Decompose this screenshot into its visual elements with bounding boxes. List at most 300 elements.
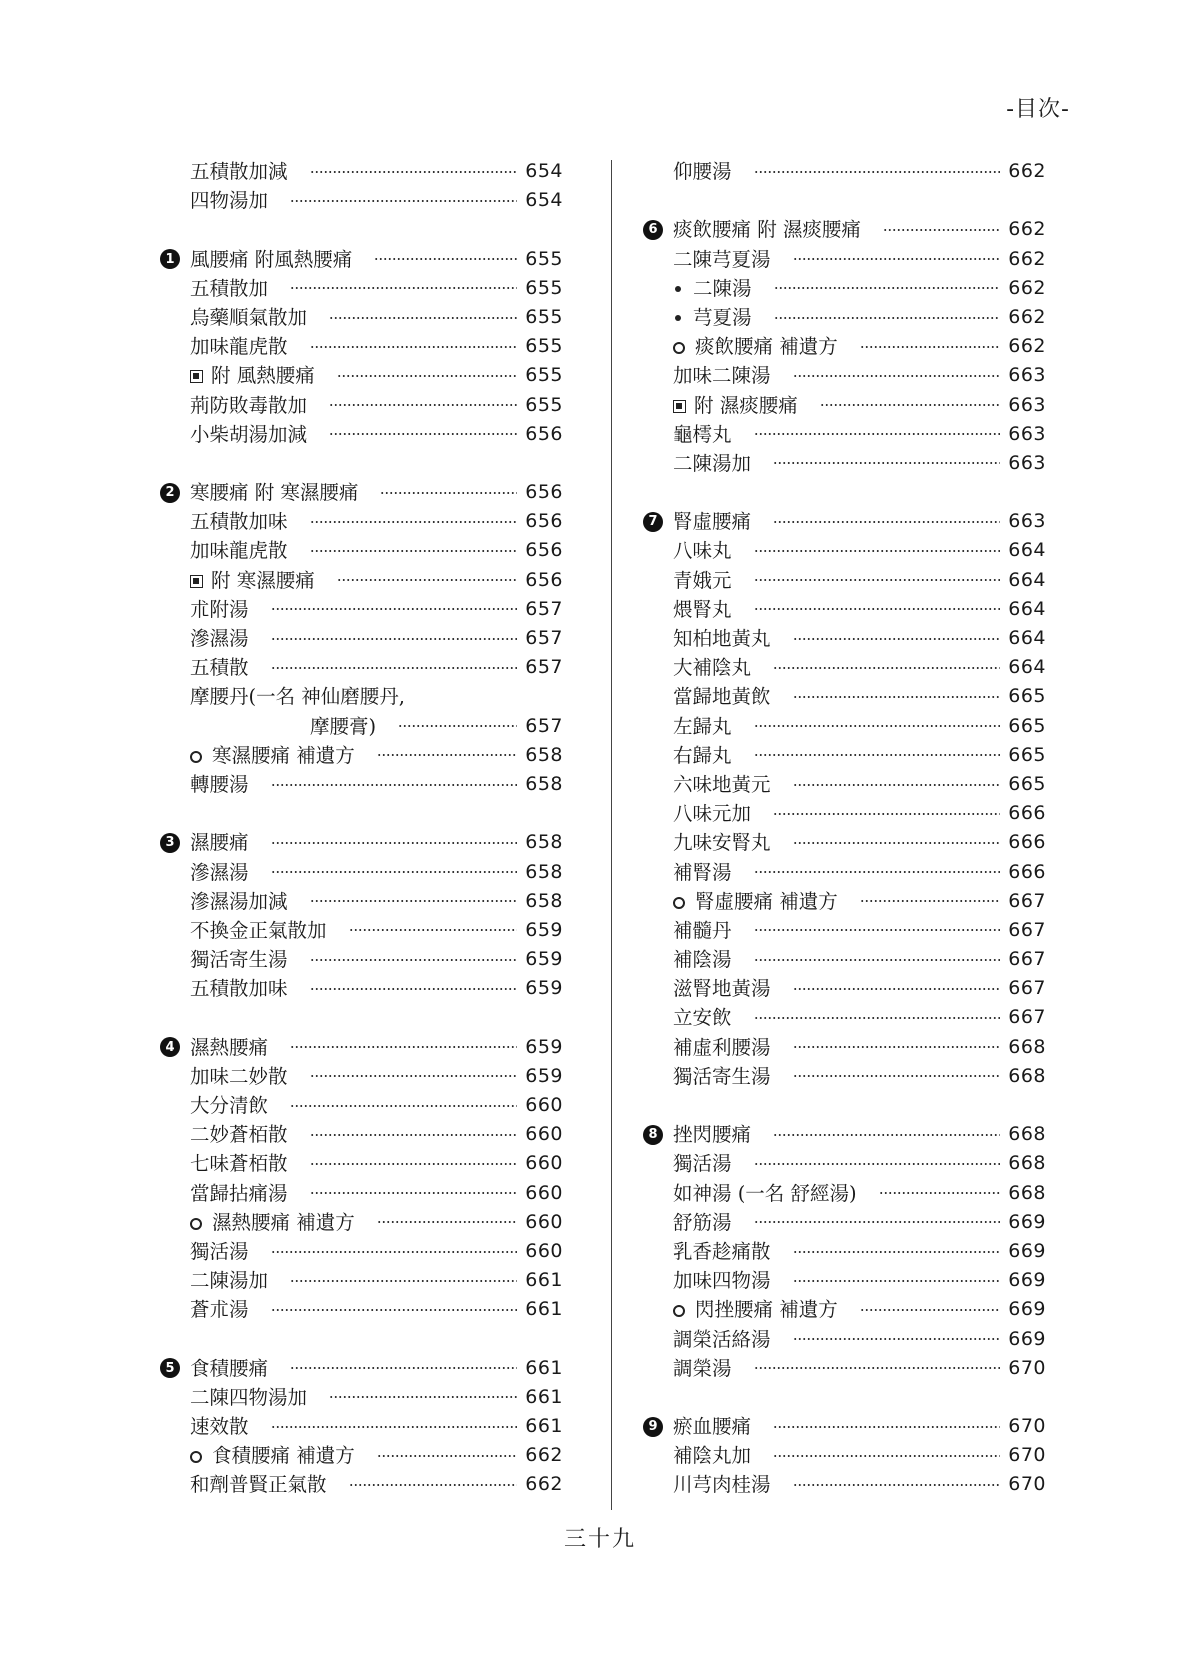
toc-entry-label <box>190 1295 249 1324</box>
toc-entry[interactable] <box>160 887 563 916</box>
dot-leader <box>754 725 1001 727</box>
toc-page-number: 659 <box>525 1035 563 1058</box>
toc-entry[interactable] <box>160 1470 563 1499</box>
toc-entry[interactable] <box>160 1295 563 1324</box>
toc-entry-text: 補虛利腰湯 <box>673 1035 771 1059</box>
dot-leader <box>773 462 1000 464</box>
dot-leader <box>793 1338 1001 1340</box>
toc-entry-text: 滲濕湯加減 <box>190 889 288 913</box>
toc-page-number: 657 <box>525 656 563 679</box>
toc-entry[interactable] <box>643 653 1046 682</box>
toc-page-number: 670 <box>1008 1473 1046 1496</box>
toc-entry[interactable] <box>643 566 1046 595</box>
toc-page-number: 660 <box>525 1210 563 1233</box>
toc-page-number: 662 <box>525 1444 563 1467</box>
dot-leader <box>773 667 1000 669</box>
toc-entry-label <box>673 1208 732 1237</box>
toc-entry[interactable] <box>160 391 563 420</box>
dot-leader <box>377 754 518 756</box>
toc-entry-text: 加味二妙散 <box>190 1064 288 1088</box>
toc-entry-label <box>673 624 771 653</box>
toc-entry[interactable] <box>160 1237 563 1266</box>
toc-entry-label <box>673 1062 771 1091</box>
toc-entry-label <box>673 215 861 244</box>
toc-entry-label <box>190 1237 249 1266</box>
dot-leader <box>310 346 518 348</box>
toc-entry-label <box>190 974 288 1003</box>
toc-page-number: 669 <box>1008 1327 1046 1350</box>
toc-entry[interactable] <box>160 536 563 565</box>
toc-entry-label <box>673 682 771 711</box>
toc-entry-text: 二陳湯 <box>693 276 752 300</box>
toc-entry-label <box>673 1295 838 1324</box>
toc-entry-text: 八味元加 <box>673 802 752 826</box>
toc-entry-text: 五積散加味 <box>190 977 288 1001</box>
toc-page-number: 667 <box>1008 1006 1046 1029</box>
square-bullet-icon <box>190 575 203 588</box>
dot-leader <box>793 784 1001 786</box>
toc-entry-label <box>673 1120 751 1149</box>
toc-entry-text: 左歸丸 <box>673 714 732 738</box>
toc-entry-label <box>190 186 268 215</box>
dot-leader <box>380 492 517 494</box>
toc-entry-label <box>673 566 732 595</box>
toc-page-number: 665 <box>1008 743 1046 766</box>
toc-entry[interactable] <box>160 157 563 186</box>
toc-entry[interactable] <box>160 916 563 945</box>
toc-page-number: 655 <box>525 335 563 358</box>
toc-entry-label <box>673 303 752 332</box>
toc-section-heading[interactable] <box>160 828 563 857</box>
toc-entry[interactable] <box>160 1266 563 1295</box>
toc-entry-text: 補陰丸加 <box>673 1444 752 1468</box>
toc-entry-text: 寒濕腰痛 補遺方 <box>212 743 355 767</box>
dot-leader <box>329 1396 517 1398</box>
toc-section-heading[interactable] <box>643 1412 1046 1441</box>
dot-leader <box>337 579 518 581</box>
toc-entry[interactable] <box>160 595 563 624</box>
toc-entry[interactable] <box>643 449 1046 478</box>
dot-leader <box>754 754 1001 756</box>
toc-page-number: 659 <box>525 948 563 971</box>
toc-entry-label <box>673 449 751 478</box>
toc-entry-label <box>190 1179 288 1208</box>
dot-leader <box>271 608 518 610</box>
dot-leader <box>754 929 1001 931</box>
toc-entry-label <box>190 332 288 361</box>
dot-leader <box>337 375 518 377</box>
toc-page-number: 667 <box>1008 977 1046 1000</box>
toc-right-column <box>643 157 1046 1500</box>
toc-page-number: 670 <box>1008 1356 1046 1379</box>
toc-entry[interactable] <box>160 1062 563 1091</box>
toc-page-number: 669 <box>1008 1210 1046 1233</box>
toc-entry-text: 腎虛腰痛 補遺方 <box>695 889 838 913</box>
toc-entry[interactable] <box>643 799 1046 828</box>
toc-entry[interactable] <box>643 1295 1046 1324</box>
toc-entry[interactable] <box>160 420 563 449</box>
section-number-badge: 1 <box>160 249 180 269</box>
toc-page-number: 661 <box>525 1415 563 1438</box>
toc-entry-text: 二陳湯加 <box>190 1269 269 1293</box>
toc-entry-text: 獨活湯 <box>673 1152 732 1176</box>
toc-entry-text: 加味龍虎散 <box>190 539 288 563</box>
toc-entry-text: 大分清飲 <box>190 1094 269 1117</box>
toc-page-number: 664 <box>1008 539 1046 562</box>
toc-entry[interactable] <box>643 682 1046 711</box>
toc-page-number: 661 <box>525 1356 563 1379</box>
toc-entry-label <box>190 770 249 799</box>
toc-entry-text: 烏藥順氣散加 <box>190 305 308 329</box>
toc-entry[interactable] <box>643 1208 1046 1237</box>
toc-page-number: 658 <box>525 860 563 883</box>
toc-entry-text: 閃挫腰痛 補遺方 <box>695 1298 838 1322</box>
toc-entry-text: 摩腰丹(一名 神仙磨腰丹, <box>190 685 406 709</box>
toc-entry-text: 加味二陳湯 <box>673 364 771 388</box>
circle-bullet-icon <box>190 751 202 763</box>
toc-page-number: 668 <box>1008 1035 1046 1058</box>
toc-entry[interactable] <box>160 858 563 887</box>
toc-entry-text: 濕腰痛 <box>190 831 249 855</box>
toc-entry[interactable] <box>160 1091 563 1120</box>
toc-entry-label <box>673 1325 771 1354</box>
toc-entry-label <box>673 770 771 799</box>
toc-entry-text: 二妙蒼栢散 <box>190 1123 288 1147</box>
dot-leader <box>793 696 1001 698</box>
toc-entry[interactable] <box>160 770 563 799</box>
toc-entry-label <box>190 1470 327 1499</box>
toc-entry-label <box>673 916 732 945</box>
toc-entry[interactable] <box>160 682 563 711</box>
dot-leader <box>793 1484 1001 1486</box>
toc-page-number: 667 <box>1008 948 1046 971</box>
dot-leader <box>793 375 1001 377</box>
toc-entry-label <box>673 974 771 1003</box>
toc-entry-label <box>190 945 288 974</box>
toc-entry[interactable] <box>643 1325 1046 1354</box>
toc-entry[interactable] <box>643 361 1046 390</box>
toc-entry-text: 食積腰痛 <box>190 1356 269 1380</box>
dot-leader <box>271 784 518 786</box>
toc-page-number: 670 <box>1008 1444 1046 1467</box>
toc-entry[interactable] <box>643 741 1046 770</box>
dot-leader <box>310 1192 518 1194</box>
toc-entry-label <box>190 741 355 770</box>
dot-leader <box>329 317 517 319</box>
dot-leader <box>310 1163 518 1165</box>
toc-entry-text: 如神湯 (一名 舒經湯) <box>673 1181 857 1205</box>
toc-entry[interactable] <box>160 1120 563 1149</box>
toc-entry[interactable] <box>160 1208 563 1237</box>
toc-entry-label <box>190 1149 288 1178</box>
toc-page-number: 656 <box>525 568 563 591</box>
dot-leader <box>883 229 1000 231</box>
toc-entry[interactable] <box>643 1354 1046 1383</box>
toc-entry-text: 五積散加 <box>190 276 269 300</box>
dot-leader <box>310 521 518 523</box>
toc-section-heading[interactable] <box>160 1033 563 1062</box>
toc-page-number: 660 <box>525 1152 563 1175</box>
toc-entry-label <box>190 1354 268 1383</box>
toc-entry-label <box>673 536 732 565</box>
section-number-badge: 4 <box>160 1037 180 1057</box>
toc-page-number: 662 <box>1008 335 1046 358</box>
toc-entry[interactable] <box>643 245 1046 274</box>
toc-entry[interactable] <box>160 1149 563 1178</box>
toc-page-number: 664 <box>1008 627 1046 649</box>
toc-page-number: 656 <box>525 422 563 445</box>
toc-entry[interactable] <box>160 1412 563 1441</box>
toc-entry-text: 右歸丸 <box>673 743 732 767</box>
dot-leader <box>773 1426 1000 1428</box>
toc-page-number: 655 <box>525 276 563 299</box>
toc-entry[interactable] <box>643 303 1046 332</box>
toc-entry-label <box>673 1412 751 1441</box>
toc-entry-label <box>190 420 307 449</box>
dot-leader <box>271 1309 518 1311</box>
toc-entry-label <box>190 1412 249 1441</box>
toc-entry-text: 痰飲腰痛 附 濕痰腰痛 <box>673 218 861 242</box>
toc-entry[interactable] <box>643 1003 1046 1032</box>
dot-leader <box>773 1455 1000 1457</box>
toc-entry-label <box>673 1149 732 1178</box>
toc-entry-text: 寒腰痛 附 寒濕腰痛 <box>190 481 359 505</box>
toc-entry[interactable] <box>643 828 1046 857</box>
toc-entry[interactable] <box>643 770 1046 799</box>
dot-leader <box>271 842 518 844</box>
toc-page-number: 662 <box>1008 160 1046 182</box>
toc-entry[interactable] <box>643 420 1046 449</box>
toc-entry[interactable] <box>643 974 1046 1003</box>
toc-entry[interactable] <box>160 507 563 536</box>
toc-entry-label <box>190 887 288 916</box>
toc-page-number: 657 <box>525 597 563 620</box>
toc-entry[interactable] <box>160 1383 563 1412</box>
toc-entry-label <box>673 420 732 449</box>
toc-entry-text: 青娥元 <box>673 568 732 592</box>
toc-entry-text: 補髓丹 <box>673 918 732 942</box>
circle-bullet-icon <box>190 1451 202 1463</box>
toc-entry-text: 加味四物湯 <box>673 1269 771 1293</box>
toc-entry-text: 附 寒濕腰痛 <box>211 568 315 592</box>
toc-entry-text: 附 濕痰腰痛 <box>694 393 798 417</box>
toc-entry-text: 調榮活絡湯 <box>673 1327 771 1351</box>
toc-entry-text: 獨活湯 <box>190 1239 249 1263</box>
toc-page-number: 664 <box>1008 597 1046 620</box>
dot-leader <box>754 1367 1001 1369</box>
toc-entry-label <box>190 916 327 945</box>
toc-entry[interactable] <box>160 274 563 303</box>
dot-leader <box>754 1017 1001 1019</box>
toc-entry-label <box>190 1062 288 1091</box>
toc-section-heading[interactable] <box>643 507 1046 536</box>
toc-entry-label <box>673 595 732 624</box>
toc-entry-label <box>190 566 315 595</box>
dot-leader <box>310 171 518 173</box>
toc-entry[interactable] <box>643 332 1046 361</box>
toc-entry[interactable] <box>643 858 1046 887</box>
toc-entry[interactable] <box>160 1179 563 1208</box>
toc-entry[interactable] <box>643 1149 1046 1178</box>
toc-entry-label <box>673 741 732 770</box>
toc-entry-text: 當歸拈痛湯 <box>190 1181 288 1205</box>
toc-entry[interactable] <box>160 712 563 741</box>
dot-leader <box>793 988 1001 990</box>
dot-leader <box>754 579 1001 581</box>
toc-entry[interactable] <box>643 157 1046 186</box>
toc-entry[interactable] <box>643 1470 1046 1499</box>
dot-leader <box>310 1075 518 1077</box>
dot-leader <box>271 1426 518 1428</box>
toc-page-number: 655 <box>525 393 563 416</box>
toc-entry-label <box>673 1179 857 1208</box>
toc-entry[interactable] <box>643 712 1046 741</box>
toc-entry[interactable] <box>643 624 1046 653</box>
toc-entry[interactable] <box>643 1441 1046 1470</box>
toc-entry[interactable] <box>160 566 563 595</box>
toc-section-heading[interactable] <box>160 478 563 507</box>
dot-leader <box>271 638 518 640</box>
toc-entry[interactable] <box>643 536 1046 565</box>
toc-entry[interactable] <box>160 361 563 390</box>
dot-bullet-icon <box>675 286 681 292</box>
toc-entry-label <box>673 1441 751 1470</box>
dot-leader <box>754 608 1001 610</box>
dot-leader <box>773 521 1000 523</box>
toc-entry[interactable] <box>160 653 563 682</box>
toc-entry-label <box>190 536 288 565</box>
page-number: 三十九 <box>563 1527 636 1552</box>
dot-leader <box>860 900 1001 902</box>
toc-entry-label <box>673 245 771 274</box>
toc-entry-text: 當歸地黃飲 <box>673 685 771 709</box>
toc-entry[interactable] <box>643 1237 1046 1266</box>
toc-entry-text: 濕熱腰痛 補遺方 <box>212 1210 355 1234</box>
dot-leader <box>271 1251 518 1253</box>
dot-leader <box>310 988 518 990</box>
toc-entry[interactable] <box>160 741 563 770</box>
dot-leader <box>329 433 517 435</box>
toc-entry-label <box>673 653 751 682</box>
toc-entry[interactable] <box>160 624 563 653</box>
toc-entry-label <box>673 274 752 303</box>
toc-entry[interactable] <box>643 1062 1046 1091</box>
toc-entry-label <box>190 828 249 857</box>
toc-entry-label <box>190 1383 307 1412</box>
toc-entry-text: 獨活寄生湯 <box>190 948 288 972</box>
toc-entry-label <box>673 945 732 974</box>
toc-entry-label <box>673 1003 732 1032</box>
toc-section-heading[interactable] <box>160 1354 563 1383</box>
toc-left-column <box>160 157 563 1500</box>
toc-entry-text: 川芎肉桂湯 <box>673 1473 771 1497</box>
toc-entry-text: 二陳芎夏湯 <box>673 247 771 271</box>
toc-entry-label <box>673 712 732 741</box>
toc-entry[interactable] <box>643 1266 1046 1295</box>
toc-entry-text: 和劑普賢正氣散 <box>190 1473 327 1497</box>
toc-entry[interactable] <box>643 1179 1046 1208</box>
dot-leader <box>860 1309 1001 1311</box>
dot-leader <box>754 171 1001 173</box>
toc-page-number: 662 <box>1008 305 1046 328</box>
dot-leader <box>398 725 517 727</box>
dot-leader <box>271 871 518 873</box>
toc-entry[interactable] <box>643 945 1046 974</box>
dot-leader <box>754 871 1001 873</box>
toc-entry-label <box>190 1033 268 1062</box>
toc-entry[interactable] <box>643 391 1046 420</box>
toc-page-number: 660 <box>525 1094 563 1116</box>
toc-entry-text: 七味蒼栢散 <box>190 1152 288 1176</box>
toc-page-number: 664 <box>1008 656 1046 679</box>
toc-entry[interactable] <box>160 1441 563 1470</box>
toc-page-number: 655 <box>525 364 563 387</box>
toc-page-number: 658 <box>525 831 563 854</box>
toc-entry-text: 二陳湯加 <box>673 451 752 475</box>
toc-page-number: 660 <box>525 1239 563 1262</box>
toc-entry-label <box>190 507 288 536</box>
toc-entry-text: 滲濕湯 <box>190 860 249 884</box>
toc-entry-label <box>190 595 249 624</box>
toc-entry[interactable] <box>160 303 563 332</box>
toc-page-number: 666 <box>1008 860 1046 883</box>
dot-leader <box>310 550 518 552</box>
toc-page-number: 668 <box>1008 1123 1046 1146</box>
toc-entry-text: 乳香趁痛散 <box>673 1239 771 1263</box>
toc-entry-text: 附 風熱腰痛 <box>211 364 315 388</box>
toc-page-number: 660 <box>525 1181 563 1204</box>
dot-leader <box>793 1251 1001 1253</box>
dot-leader <box>349 1484 518 1486</box>
toc-entry-label <box>190 624 249 653</box>
toc-page-number: 661 <box>525 1269 563 1292</box>
toc-entry[interactable] <box>160 186 563 215</box>
toc-entry-label <box>190 391 307 420</box>
toc-entry-text: 九味安腎丸 <box>673 831 771 855</box>
toc-section-heading[interactable] <box>643 1120 1046 1149</box>
toc-page-number: 667 <box>1008 889 1046 912</box>
toc-entry[interactable] <box>643 916 1046 945</box>
toc-page-number: 665 <box>1008 685 1046 708</box>
toc-entry-text: 痰飲腰痛 補遺方 <box>695 335 838 359</box>
toc-entry[interactable] <box>160 332 563 361</box>
toc-entry[interactable] <box>643 595 1046 624</box>
toc-section-heading[interactable] <box>160 245 563 274</box>
toc-entry[interactable] <box>643 1033 1046 1062</box>
toc-section-heading[interactable] <box>643 215 1046 244</box>
toc-entry[interactable] <box>643 887 1046 916</box>
toc-entry-text: 六味地黃元 <box>673 772 771 796</box>
toc-entry-label <box>190 361 315 390</box>
section-number-badge: 3 <box>160 833 180 853</box>
toc-entry-text: 芎夏湯 <box>693 305 752 329</box>
dot-leader <box>793 1046 1001 1048</box>
toc-entry[interactable] <box>160 974 563 1003</box>
toc-entry-text: 舒筋湯 <box>673 1210 732 1234</box>
toc-page-number: 656 <box>525 539 563 562</box>
toc-entry-label <box>673 157 732 186</box>
toc-page-number: 667 <box>1008 918 1046 941</box>
toc-page-number: 657 <box>525 714 563 737</box>
toc-page-number: 663 <box>1008 451 1046 474</box>
toc-entry[interactable] <box>643 274 1046 303</box>
toc-page-number: 654 <box>525 160 563 182</box>
toc-entry[interactable] <box>160 945 563 974</box>
toc-entry-text: 煨腎丸 <box>673 597 732 621</box>
toc-entry-label <box>673 887 838 916</box>
square-bullet-icon <box>673 400 686 413</box>
dot-leader <box>754 550 1001 552</box>
